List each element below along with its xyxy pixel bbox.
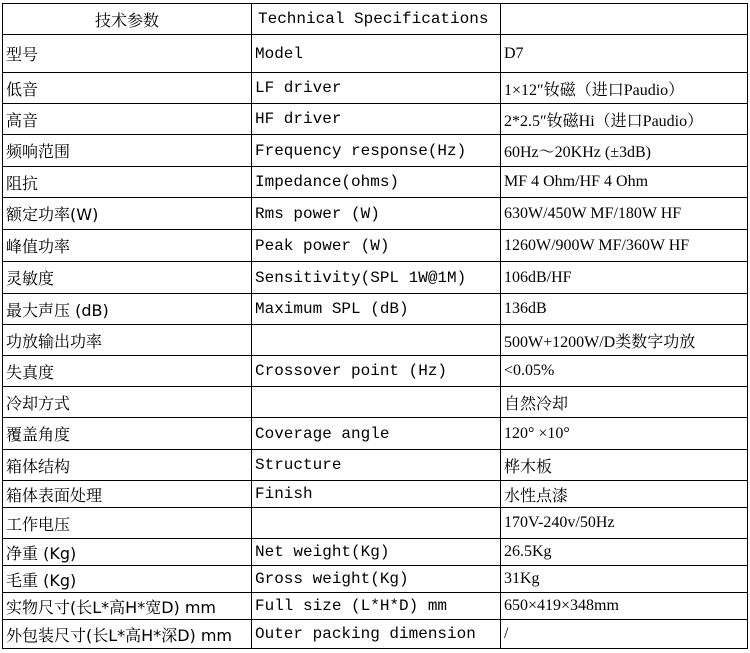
spec-label-cn: 灵敏度 (3, 262, 252, 294)
spec-label-en: Net weight(Kg) (252, 539, 501, 566)
spec-value: 650×419×348mm (501, 593, 748, 620)
spec-label-cn: 实物尺寸(长L*高H*宽D) mm (3, 593, 252, 620)
spec-label-cn: 冷却方式 (3, 387, 252, 418)
table-row (3, 481, 748, 508)
spec-label-cn: 频响范围 (3, 135, 252, 167)
table-row (3, 294, 748, 325)
spec-label-en: Coverage angle (252, 418, 501, 450)
spec-label-cn: 外包装尺寸(长L*高H*深D) mm (3, 620, 252, 649)
spec-value: 26.5Kg (501, 539, 748, 566)
spec-value: 136dB (501, 294, 748, 325)
spec-label-cn: 失真度 (3, 356, 252, 387)
spec-label-cn: 箱体表面处理 (3, 481, 252, 508)
table-row (3, 450, 748, 481)
spec-label-cn: 型号 (3, 35, 252, 73)
table-row (3, 104, 748, 135)
table-row (3, 167, 748, 198)
table-row (3, 508, 748, 539)
spec-value: 60Hz～20KHz (±3dB) (501, 135, 748, 167)
spec-label-cn: 峰值功率 (3, 230, 252, 262)
spec-value: 120° ×10° (501, 418, 748, 450)
spec-label-cn: 阻抗 (3, 167, 252, 198)
spec-value: 31Kg (501, 566, 748, 593)
spec-label-en: Frequency response(Hz) (252, 135, 501, 167)
spec-label-en: Outer packing dimension (252, 620, 501, 649)
spec-value: 630W/450W MF/180W HF (501, 198, 748, 230)
spec-value: 桦木板 (501, 450, 748, 481)
table-row (3, 35, 748, 73)
spec-label-en: HF driver (252, 104, 501, 135)
spec-label-cn: 工作电压 (3, 508, 252, 539)
table-row (3, 135, 748, 167)
spec-value: D7 (501, 35, 748, 73)
spec-label-en (252, 325, 501, 356)
table-row (3, 230, 748, 262)
spec-table (2, 3, 748, 649)
spec-label-en: Rms power (W) (252, 198, 501, 230)
spec-label-cn: 额定功率(W) (3, 198, 252, 230)
spec-value: <0.05% (501, 356, 748, 387)
spec-label-cn: 净重 (Kg) (3, 539, 252, 566)
table-row (3, 566, 748, 593)
spec-label-en: Peak power (W) (252, 230, 501, 262)
spec-label-en: LF driver (252, 73, 501, 104)
spec-value: 自然冷却 (501, 387, 748, 418)
spec-label-en: Crossover point (Hz) (252, 356, 501, 387)
table-row (3, 73, 748, 104)
spec-value: MF 4 Ohm/HF 4 Ohm (501, 167, 748, 198)
spec-label-en: Impedance(ohms) (252, 167, 501, 198)
spec-label-en: Gross weight(Kg) (252, 566, 501, 593)
table-row (3, 262, 748, 294)
spec-label-cn: 最大声压 (dB) (3, 294, 252, 325)
header-cn: 技术参数 (3, 4, 252, 35)
spec-label-cn: 功放输出功率 (3, 325, 252, 356)
table-row (3, 620, 748, 649)
table-row (3, 198, 748, 230)
spec-label-en: Model (252, 35, 501, 73)
spec-value: 170V-240v/50Hz (501, 508, 748, 539)
table-row (3, 539, 748, 566)
spec-value: 水性点漆 (501, 481, 748, 508)
header-value (501, 4, 748, 35)
spec-value: 500W+1200W/D类数字功放 (501, 325, 748, 356)
spec-label-en: Full size (L*H*D) mm (252, 593, 501, 620)
spec-label-cn: 毛重 (Kg) (3, 566, 252, 593)
spec-label-en: Maximum SPL (dB) (252, 294, 501, 325)
spec-label-en (252, 387, 501, 418)
spec-value: 106dB/HF (501, 262, 748, 294)
spec-label-cn: 低音 (3, 73, 252, 104)
header-en: Technical Specifications (252, 4, 501, 35)
table-row (3, 356, 748, 387)
spec-value: 1260W/900W MF/360W HF (501, 230, 748, 262)
spec-label-en: Structure (252, 450, 501, 481)
spec-label-en (252, 508, 501, 539)
spec-label-en: Finish (252, 481, 501, 508)
table-row (3, 387, 748, 418)
spec-label-cn: 箱体结构 (3, 450, 252, 481)
spec-label-cn: 高音 (3, 104, 252, 135)
spec-label-en: Sensitivity(SPL 1W@1M) (252, 262, 501, 294)
table-row (3, 418, 748, 450)
table-row (3, 593, 748, 620)
table-row (3, 325, 748, 356)
table-header-row (3, 4, 748, 35)
spec-value: 1×12″钕磁（进口Paudio） (501, 73, 748, 104)
spec-label-cn: 覆盖角度 (3, 418, 252, 450)
spec-value: 2*2.5″钕磁Hi（进口Paudio） (501, 104, 748, 135)
spec-value: / (501, 620, 748, 649)
